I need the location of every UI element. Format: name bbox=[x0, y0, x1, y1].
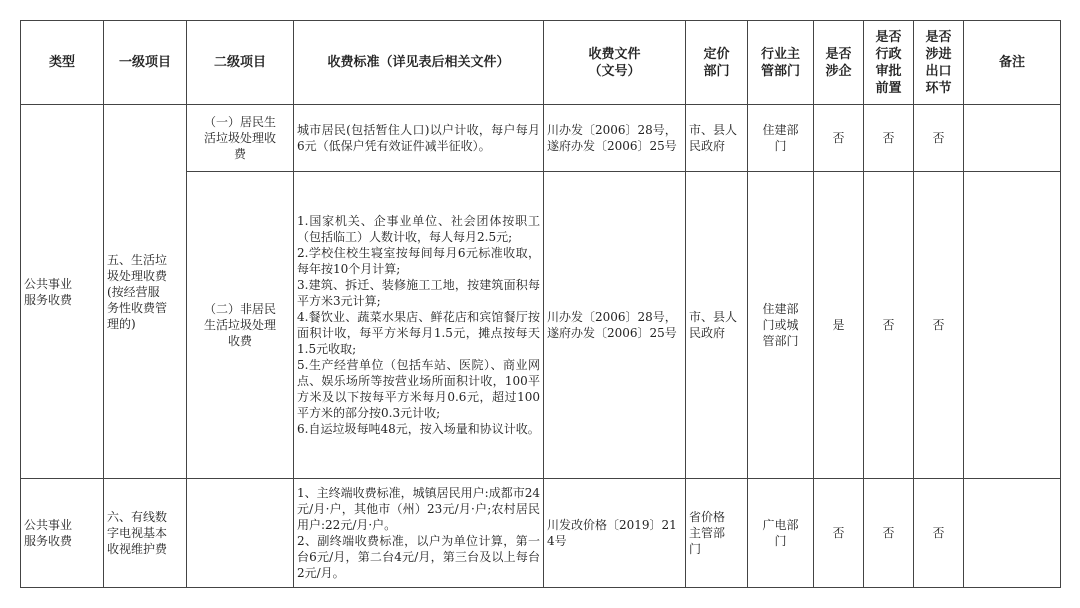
cell-level2: （一）居民生 活垃圾处理收 费 bbox=[187, 105, 294, 172]
cell-remarks bbox=[964, 105, 1061, 172]
cell-enterprise: 否 bbox=[814, 479, 864, 588]
cell-standard: 1、主终端收费标准，城镇居民用户:成都市24元/月·户，其他市（州）23元/月·户;农村居民用户:22元/月·户。 2、副终端收费标准，以户为单位计算，第一台6元/月，第二台4元/月，第三台及以上每台2元/月。 bbox=[294, 479, 544, 588]
cell-level1: 五、生活垃 圾处理收费 (按经营服 务性收费管 理的) bbox=[104, 105, 187, 479]
header-type: 类型 bbox=[21, 21, 104, 105]
cell-industry-dept: 广电部 门 bbox=[748, 479, 814, 588]
cell-standard: 城市居民(包括暂住人口)以户计收，每户每月6元（低保户凭有效证件减半征收）。 bbox=[294, 105, 544, 172]
cell-level2 bbox=[187, 479, 294, 588]
cell-remarks bbox=[964, 479, 1061, 588]
cell-standard: 1.国家机关、企事业单位、社会团体按职工（包括临工）人数计收，每人每月2.5元; 2.学校住校生寝室按每间每月6元标准收取，每年按10个月计算; 3.建筑、拆迁、装修施工工地，按建筑面积每平方米3元计算; 4.餐饮业、蔬菜水果店、鲜花店和宾馆餐厅按面积计收，每平方米每月1.5元，摊点按每天1.5元收取; 5.生产经营单位（包括车站、医院）、商业网点、娱乐场所等按营业场所面积计收，100平方米及以下按每平方米每月0.6元，超过100平方米的部分按0.3元计收; 6.自运垃圾每吨48元，按入场量和协议计收。 bbox=[294, 172, 544, 479]
cell-doc: 川办发〔2006〕28号，遂府办发〔2006〕25号 bbox=[544, 172, 686, 479]
header-remarks: 备注 bbox=[964, 21, 1061, 105]
header-doc: 收费文件 （文号） bbox=[544, 21, 686, 105]
cell-remarks bbox=[964, 172, 1061, 479]
header-level2: 二级项目 bbox=[187, 21, 294, 105]
header-import-export: 是否 涉进 出口 环节 bbox=[914, 21, 964, 105]
header-level1: 一级项目 bbox=[104, 21, 187, 105]
fee-table bbox=[20, 20, 1061, 588]
cell-industry-dept: 住建部 门或城 管部门 bbox=[748, 172, 814, 479]
cell-doc: 川办发〔2006〕28号，遂府办发〔2006〕25号 bbox=[544, 105, 686, 172]
table-row bbox=[21, 479, 1061, 588]
cell-approval: 否 bbox=[864, 172, 914, 479]
cell-type: 公共事业 服务收费 bbox=[21, 479, 104, 588]
cell-approval: 否 bbox=[864, 479, 914, 588]
header-row bbox=[21, 21, 1061, 105]
header-standard: 收费标准（详见表后相关文件） bbox=[294, 21, 544, 105]
cell-import-export: 否 bbox=[914, 105, 964, 172]
cell-import-export: 否 bbox=[914, 172, 964, 479]
header-enterprise: 是否 涉企 bbox=[814, 21, 864, 105]
cell-approval: 否 bbox=[864, 105, 914, 172]
cell-import-export: 否 bbox=[914, 479, 964, 588]
cell-pricing-dept: 省价格 主管部 门 bbox=[686, 479, 748, 588]
header-pricing-dept: 定价 部门 bbox=[686, 21, 748, 105]
cell-level2: （二）非居民 生活垃圾处理 收费 bbox=[187, 172, 294, 479]
cell-type: 公共事业 服务收费 bbox=[21, 105, 104, 479]
cell-pricing-dept: 市、县人 民政府 bbox=[686, 172, 748, 479]
cell-level1: 六、有线数 字电视基本 收视维护费 bbox=[104, 479, 187, 588]
cell-doc: 川发改价格〔2019〕214号 bbox=[544, 479, 686, 588]
header-approval: 是否 行政 审批 前置 bbox=[864, 21, 914, 105]
table-row bbox=[21, 105, 1061, 172]
cell-pricing-dept: 市、县人 民政府 bbox=[686, 105, 748, 172]
cell-enterprise: 否 bbox=[814, 105, 864, 172]
header-industry-dept: 行业主 管部门 bbox=[748, 21, 814, 105]
cell-enterprise: 是 bbox=[814, 172, 864, 479]
cell-industry-dept: 住建部 门 bbox=[748, 105, 814, 172]
